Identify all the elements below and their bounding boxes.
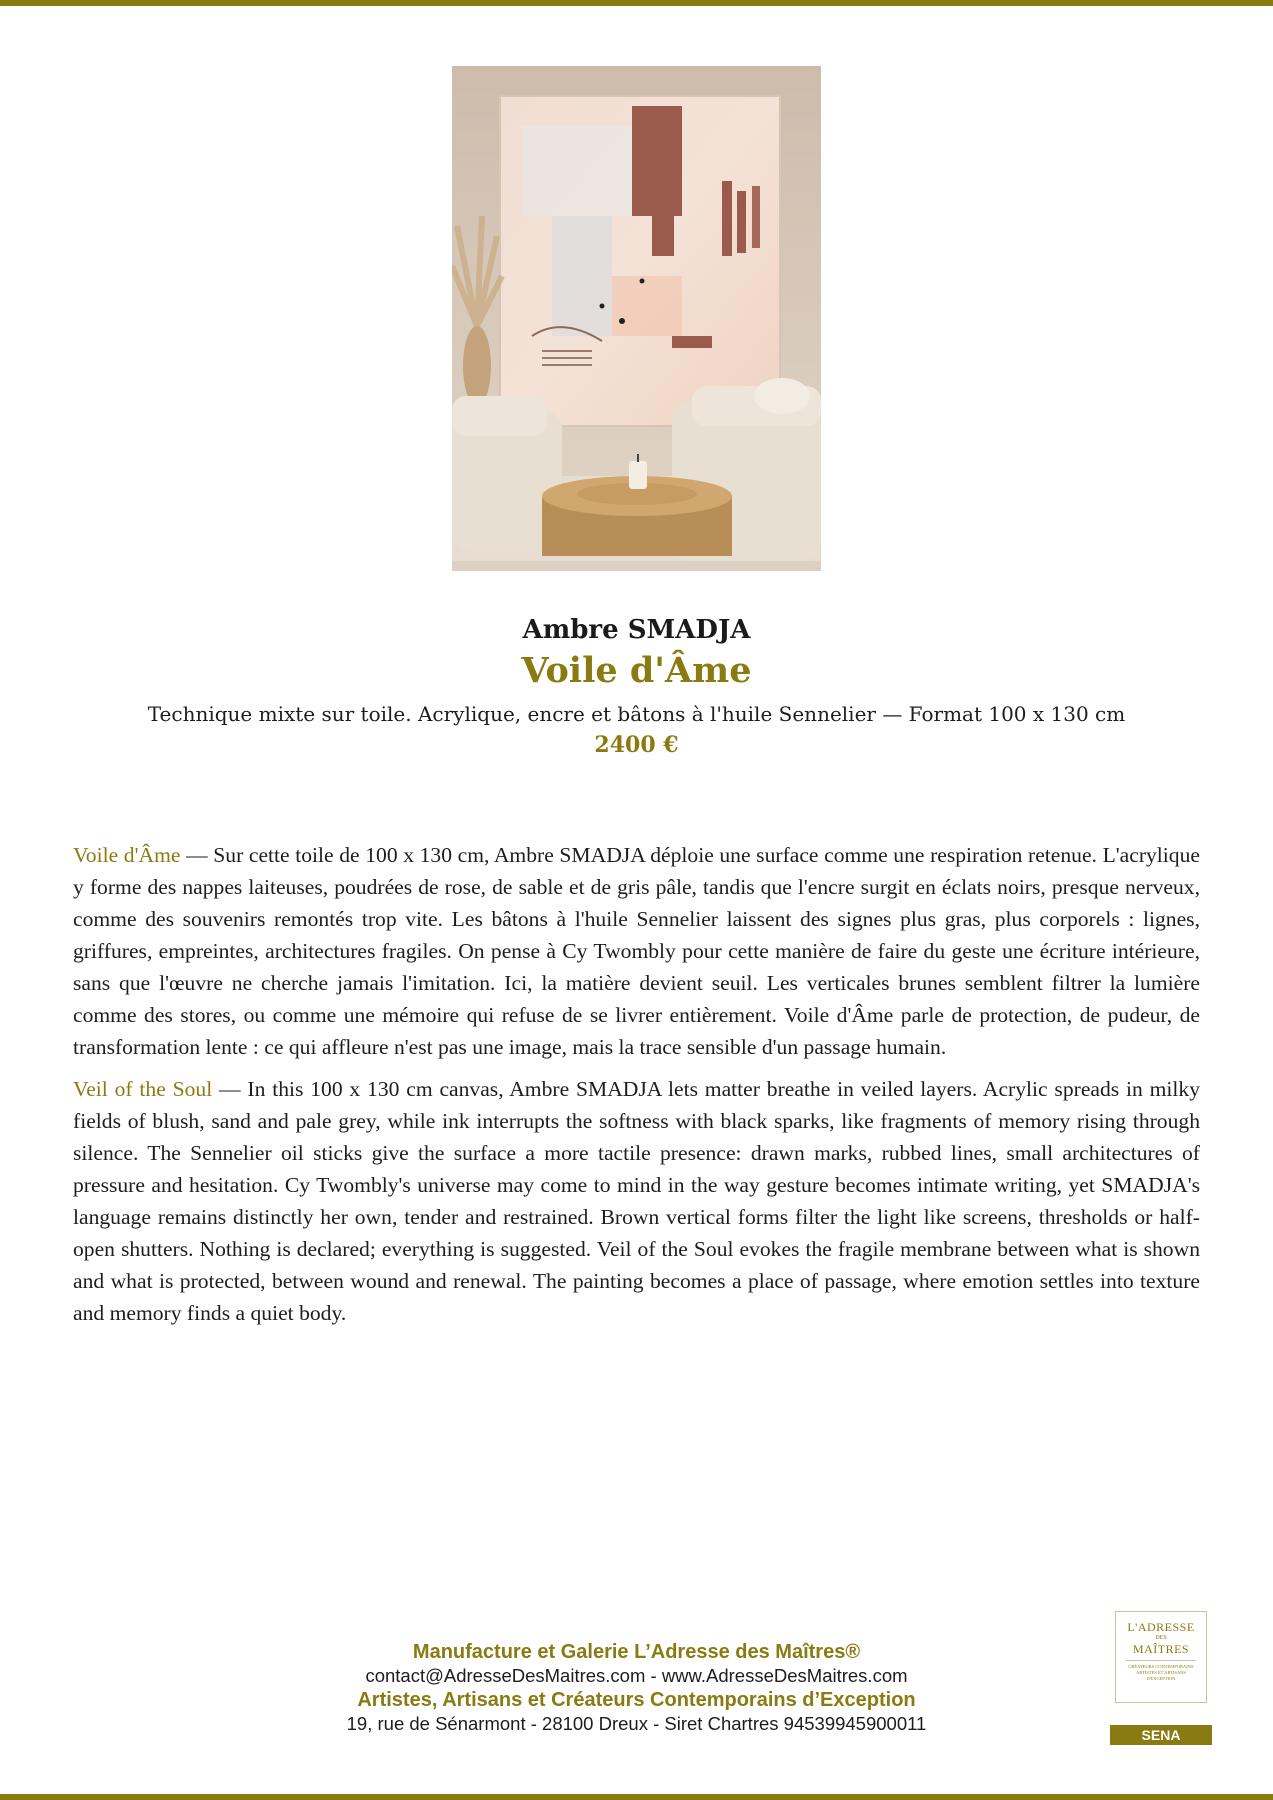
paragraph-lead: Voile d'Âme xyxy=(73,843,181,867)
footer-tagline: Artistes, Artisans et Créateurs Contemporains d’Exception xyxy=(357,1689,916,1711)
footer-contact: contact@AdresseDesMaitres.com - www.AdresseDesMaitres.com xyxy=(365,1665,908,1686)
paragraph-text: — Sur cette toile de 100 x 130 cm, Ambre SMADJA déploie une surface comme une respiration retenue. L'acrylique y forme des nappes laiteuses, poudrées de rose, de sable et de gris pâle, tandis que l'encre surgit en éclats noirs, presque nerveux, comme des souvenirs remontés trop vite. Les bâtons à l'huile Sennelier laissent des signes plus gras, plus corporels : lignes, griffures, empreintes, architectures fragiles. On pense à Cy Twombly pour cette manière de faire du geste une écriture intérieure, sans que l'œuvre ne cherche jamais l'imitation. Ici, la matière devient seuil. Les verticales brunes semblent filtrer la lumière comme des stores, ou comme une mémoire qui refuse de se livrer entièrement. Voile d'Âme parle de protection, de pudeur, de transformation lente : ce qui affleure n'est pas une image, mais la trace sensible d'un passage humain. xyxy=(73,843,1200,1059)
artwork-price: 2400 € xyxy=(594,732,679,758)
description-french xyxy=(73,839,1200,1063)
description xyxy=(73,839,1200,1339)
artwork-technique: Technique mixte sur toile. Acrylique, encre et bâtons à l'huile Sennelier — Format 100 x 130 cm xyxy=(147,702,1126,726)
sena-badge: SENA xyxy=(1110,1725,1212,1745)
artwork-title: Voile d'Âme xyxy=(521,650,752,691)
footer-company: Manufacture et Galerie L’Adresse des Maîtres® xyxy=(412,1641,861,1663)
gallery-logo: L'ADRESSE DES MAÎTRES CRÉATEURS CONTEMPORAINS ARTISTES ET ARTISANS D'EXCEPTION xyxy=(1115,1611,1207,1703)
footer-address: 19, rue de Sénarmont - 28100 Dreux - Siret Chartres 94539945900011 xyxy=(346,1713,927,1734)
logo-divider xyxy=(1126,1660,1196,1661)
paragraph-lead: Veil of the Soul xyxy=(73,1077,213,1101)
top-border xyxy=(0,0,1273,6)
footer xyxy=(0,1640,1273,1736)
artwork-photo xyxy=(452,66,821,571)
artist-name: Ambre SMADJA xyxy=(522,615,751,645)
bottom-border xyxy=(0,1794,1273,1800)
description-english xyxy=(73,1073,1200,1329)
artwork-heading xyxy=(0,612,1273,760)
paragraph-text: — In this 100 x 130 cm canvas, Ambre SMADJA lets matter breathe in veiled layers. Acrylic spreads in milky fields of blush, sand and pale grey, while ink interrupts the softness with black sparks, like fragments of memory rising through silence. The Sennelier oil sticks give the surface a more tactile presence: drawn marks, rubbed lines, small architectures of pressure and hesitation. Cy Twombly's universe may come to mind in the way gesture becomes intimate writing, yet SMADJA's language remains distinctly her own, tender and restrained. Brown vertical forms filter the light like screens, thresholds or half-open shutters. Nothing is declared; everything is suggested. Veil of the Soul evokes the fragile membrane between what is shown and what is protected, between wound and renewal. The painting becomes a place of passage, where emotion settles into texture and memory finds a quiet body. xyxy=(73,1077,1201,1325)
